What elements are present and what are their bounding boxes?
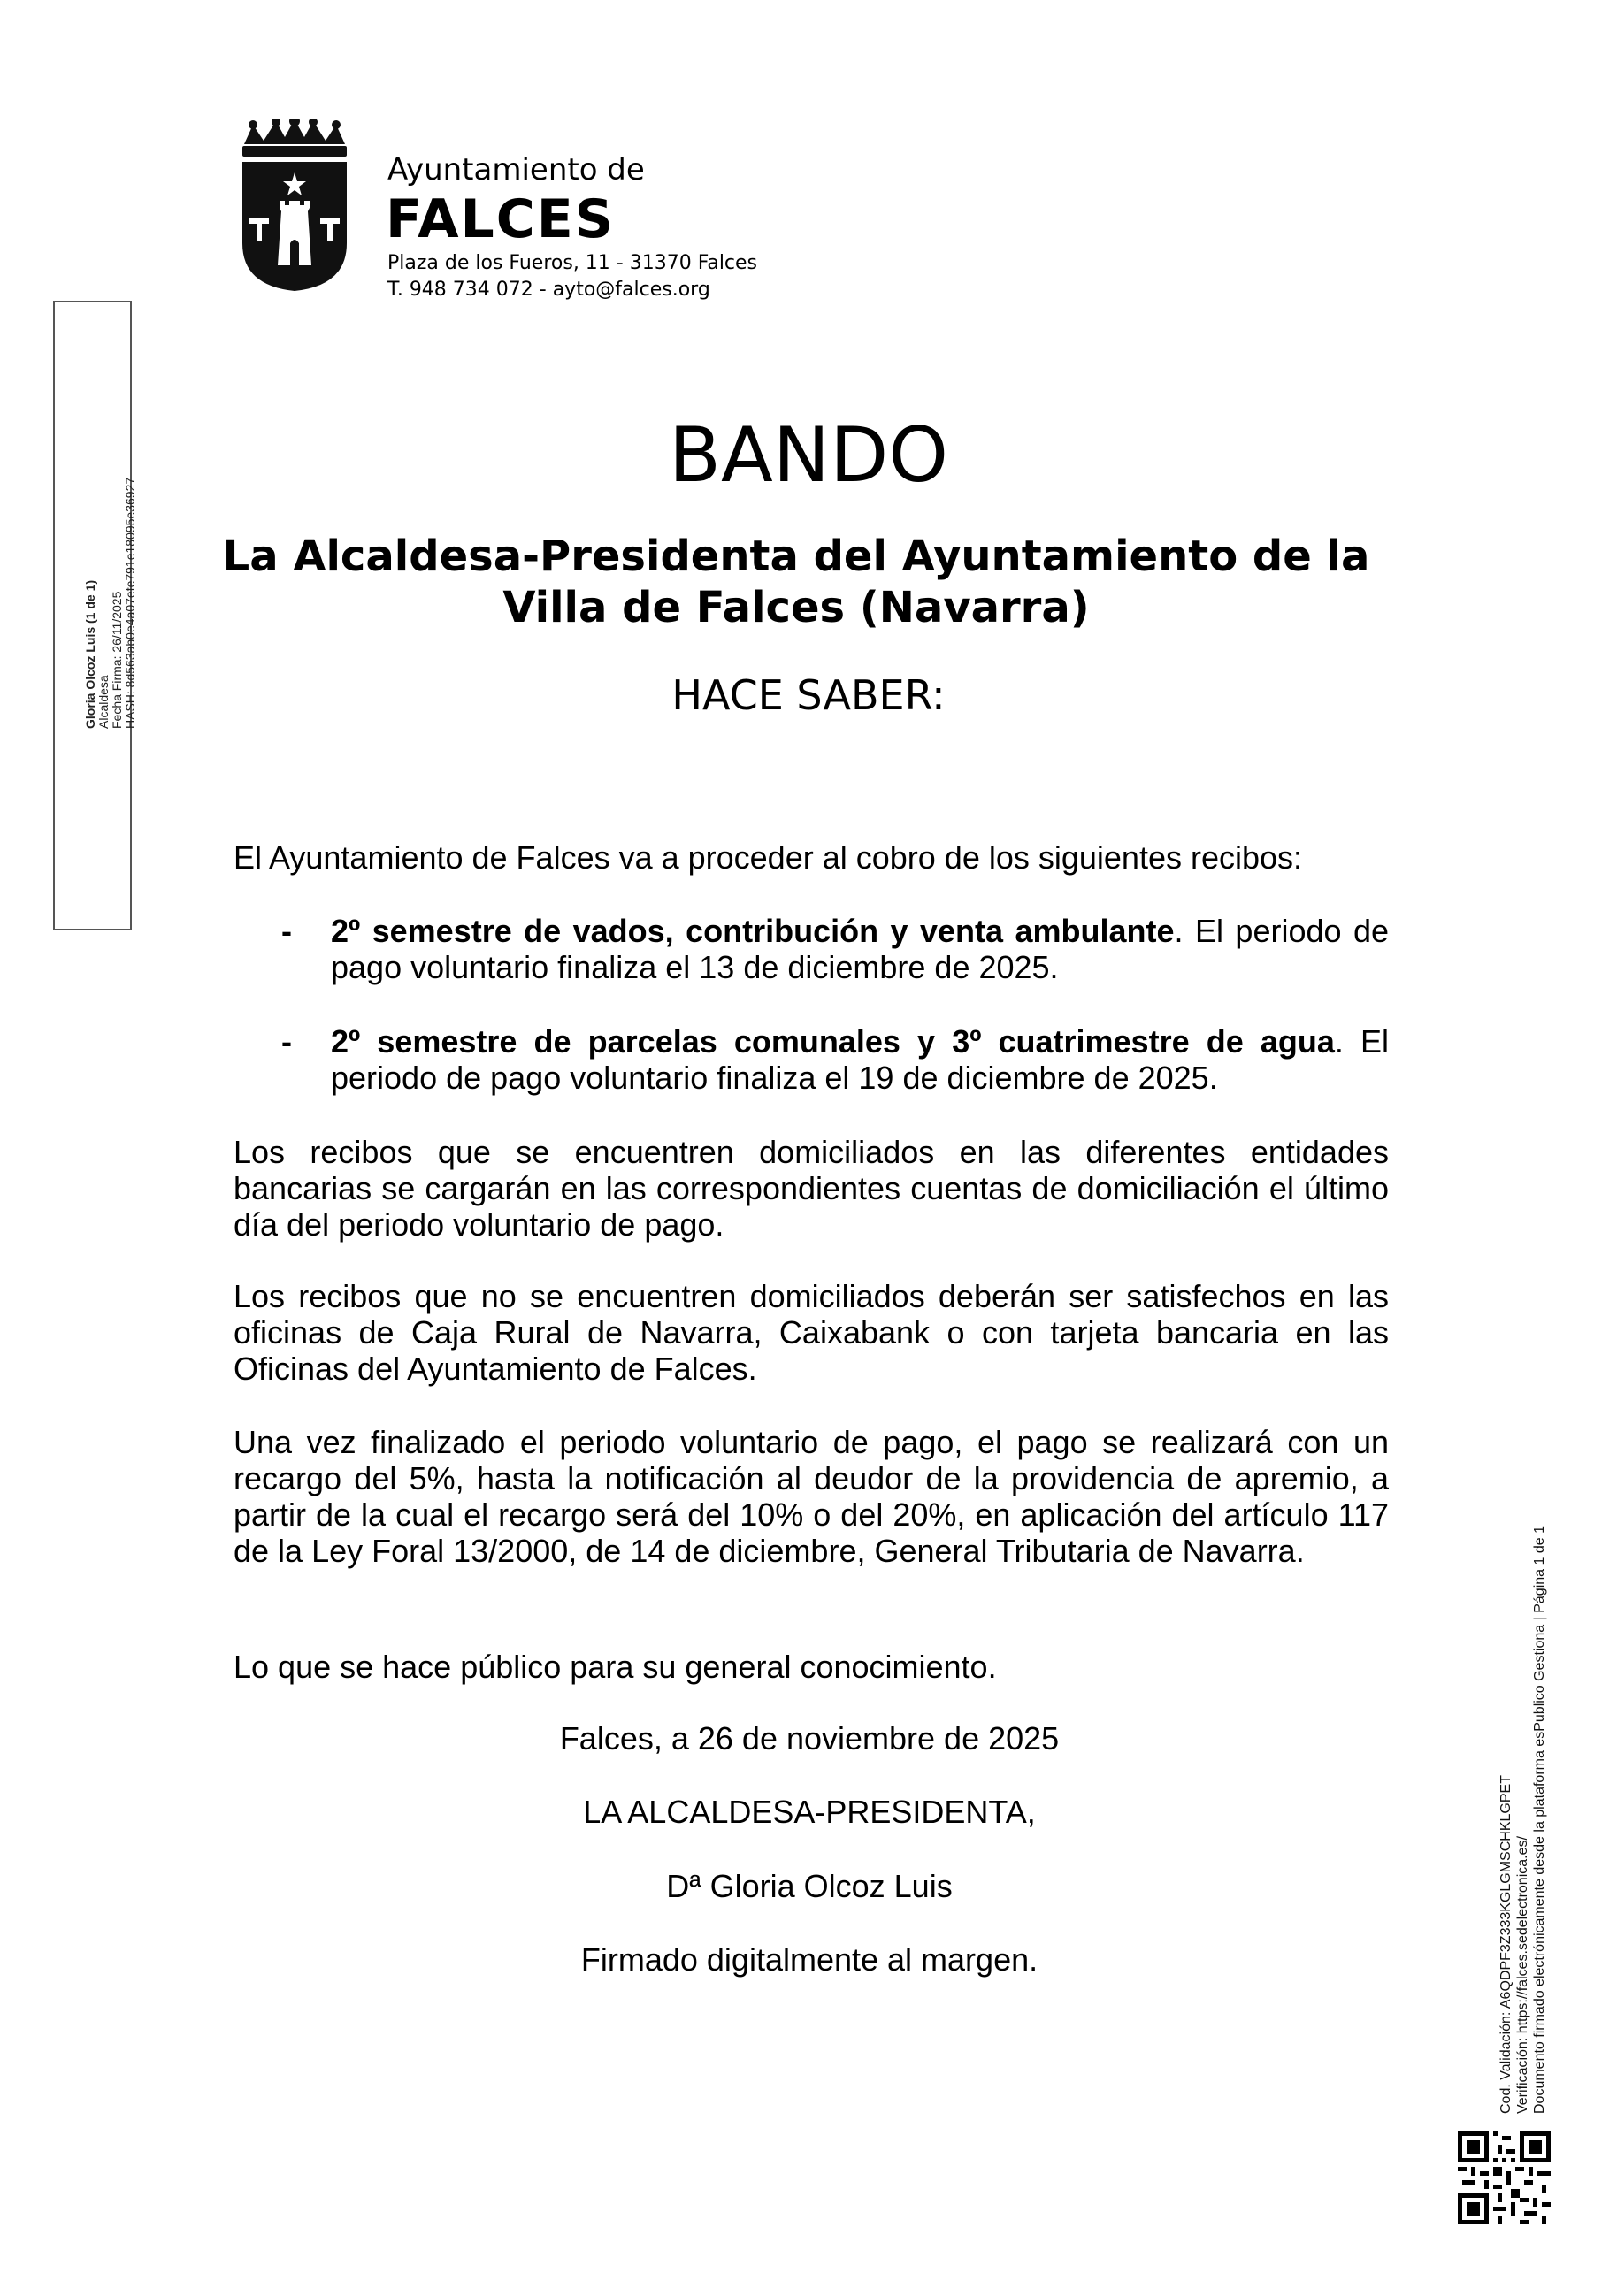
signed-note: Firmado digitalmente al margen. — [580, 1941, 1038, 1978]
falces-coat-of-arms-logo — [237, 119, 352, 292]
document-title: BANDO — [668, 411, 949, 500]
validation-text — [1498, 1526, 1548, 2114]
document-subtitle: La Alcaldesa-Presidenta del Ayuntamiento de la Villa de Falces (Navarra) — [222, 532, 1370, 632]
org-name: Ayuntamiento de — [387, 152, 645, 188]
paragraph-domiciliados: Los recibos que se encuentren domiciliados en las diferentes entidades bancarias se cargarán en las correspondientes cuentas de domiciliación el último día del periodo voluntario de pago. — [234, 1134, 1389, 1243]
bullet-rest-text: . El periodo de pago voluntario finaliza el 19 de diciembre de 2025. — [331, 1023, 1390, 1096]
bullet-item — [331, 913, 1389, 985]
org-address: Plaza de los Fueros, 11 - 31370 Falces — [387, 252, 758, 274]
signature-signer: Gloria Olcoz Luis (1 de 1) — [83, 579, 97, 729]
signer-role: LA ALCALDESA-PRESIDENTA, — [583, 1794, 1036, 1830]
validation-platform: Documento firmado electrónicamente desde la plataforma esPublico Gestiona | Página 1 de 1 — [1532, 1526, 1547, 2114]
validation-qr-code — [1458, 2131, 1551, 2224]
signature-hash: HASH: 8d563ab0e4a07efe791e18095e36927 — [123, 477, 137, 729]
paragraph-publico: Lo que se hace público para su general conocimiento. — [234, 1649, 997, 1685]
bullet-bold-text: 2º semestre de vados, contribución y venta ambulante — [331, 913, 1175, 949]
bullet-dash: - — [281, 913, 292, 949]
signature-date: Fecha Firma: 26/11/2025 — [110, 591, 124, 729]
paragraph-no-domiciliados: Los recibos que no se encuentren domiciliados deberán ser satisfechos en las oficinas de Caja Rural de Navarra, Caixabank o con tarjeta bancaria en las Oficinas del Ayuntamiento de Falces. — [234, 1278, 1389, 1387]
intro-paragraph: El Ayuntamiento de Falces va a proceder al cobro de los siguientes recibos: — [234, 839, 1303, 876]
bullet-bold-text: 2º semestre de parcelas comunales y 3º cuatrimestre de agua — [331, 1023, 1335, 1060]
signer-name: Dª Gloria Olcoz Luis — [666, 1868, 953, 1904]
org-town-name: FALCES — [386, 188, 616, 250]
place-date: Falces, a 26 de noviembre de 2025 — [559, 1720, 1060, 1756]
signature-role: Alcaldesa — [96, 675, 111, 729]
validation-verification: Verificación: https://falces.sedelectronica.es/ — [1515, 1836, 1530, 2114]
validation-code: Cod. Validación: A6QDPF3Z333KGLGMSCHKLGPET — [1498, 1775, 1514, 2114]
org-contact: T. 948 734 072 - ayto@falces.org — [387, 279, 710, 301]
announcement-heading: HACE SABER: — [671, 671, 946, 719]
bullet-dash: - — [281, 1023, 292, 1060]
bullet-rest-text: . El periodo de pago voluntario finaliza el 13 de diciembre de 2025. — [331, 913, 1390, 985]
bullet-item — [331, 1023, 1389, 1096]
paragraph-recargo: Una vez finalizado el periodo voluntario de pago, el pago se realizará con un recargo del 5%, hasta la notificación al deudor de la providencia de apremio, a partir de la cual el recargo será del 10% o del 20%, en aplicación del artículo 117 de la Ley Foral 13/2000, de 14 de diciembre, General Tributaria de Navarra. — [234, 1424, 1389, 1569]
